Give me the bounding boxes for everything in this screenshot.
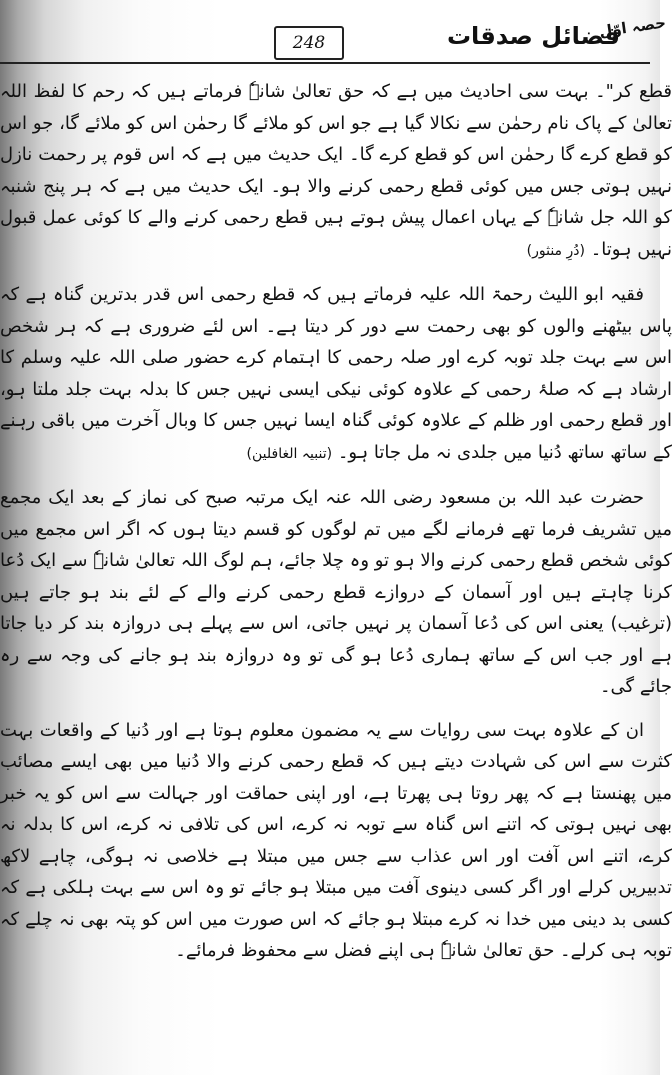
paragraph-text: قطع کر"۔ بہت سی احادیث میں ہے کہ حق تعالیٰ شانہٗ فرماتے ہیں کہ رحم کا لفظ اللہ تعالیٰ کے پاک نام رحمٰن سے نکالا گیا ہے جو اس کو ملائے گا رحمٰن اس کو ملائے گا، جو اس کو قطع کرے گا رحمٰن اس کو قطع کرے گا۔ ایک حدیث میں ہے کہ اس قوم پر رحمت نازل نہیں ہوتی جس میں کوئی قطع رحمی کرنے والا ہو۔ ایک حدیث میں ہے کہ ہر پنج شنبہ کو اللہ جل شانہٗ کے یہاں اعمال پیش ہوتے ہیں قطع رحمی کرنے والے کا کوئی عمل قبول نہیں ہوتا۔ bbox=[0, 81, 672, 260]
paragraph-4 bbox=[0, 715, 672, 967]
page-number: 248 bbox=[274, 26, 344, 60]
book-title: فضائل صدقات bbox=[446, 22, 620, 50]
text-body bbox=[0, 76, 672, 979]
paragraph-text: حضرت عبد اللہ بن مسعود رضی اللہ عنہ ایک مرتبہ صبح کی نماز کے بعد ایک مجمع میں تشریف فرما تھے فرمانے لگے میں تم لوگوں کو قسم دیتا ہوں کہ اگر اس مجمع میں کوئی شخص قطع رحمی کرنے والا ہو تو وہ چلا جائے، ہم لوگ اللہ تعالیٰ شانہٗ سے ایک دُعا کرنا چاہتے ہیں اور آسمان کے دروازے قطع رحمی کرنے والے کے لئے بند ہو جاتے ہیں (ترغیب) یعنی اس کی دُعا آسمان پر نہیں جاتی، اس سے پہلے ہی دروازہ بند کر دیا جاتا ہے اور جب اس کے ساتھ ہماری دُعا ہو گی تو وہ دروازہ بند ہو جانے کی وجہ سے رہ جائے گی۔ bbox=[0, 487, 672, 697]
citation: (تنبیہ الغافلین) bbox=[246, 445, 333, 462]
paragraph-1 bbox=[0, 76, 672, 267]
paragraph-text: فقیہ ابو اللیث رحمۃ اللہ علیہ فرماتے ہیں کہ قطع رحمی اس قدر بدترین گناہ ہے کہ پاس بیٹھنے والوں کو بھی رحمت سے دور کر دیتا ہے۔ اس لئے ضروری ہے کہ ہر شخص اس سے بہت جلد توبہ کرے اور صلہ رحمی کا اہتمام کرے حضور صلی اللہ علیہ وسلم کا ارشاد ہے کہ صلۂ رحمی کے علاوہ کوئی نیکی ایسی نہیں جس کا بدلہ بہت جلد ملتا ہو، اور قطع رحمی اور ظلم کے علاوہ کوئی گناہ ایسا نہیں جس کا وبال آخرت میں باقی رہنے کے ساتھ ساتھ دُنیا میں جلدی نہ مل جاتا ہو۔ bbox=[0, 284, 672, 463]
paragraph-text: ان کے علاوہ بہت سی روایات سے یہ مضمون معلوم ہوتا ہے اور دُنیا کے واقعات بہت کثرت سے اس کی شہادت دیتے ہیں کہ قطع رحمی کرنے والا دُنیا میں بھی ایسے مصائب میں پھنستا ہے کہ پھر روتا ہی پھرتا ہے، اور اپنی حماقت اور جہالت سے اس کو یہ خبر بھی نہیں ہوتی کہ اتنے اس گناہ سے توبہ نہ کرے، اس کی تلافی نہ کرے، اس کا بدلہ نہ کرے، اتنے اس آفت اور اس عذاب سے جس میں مبتلا ہے خلاصی نہ ہوگی، چاہے لاکھ تدبیریں کرلے اور اگر کسی دینوی آفت میں مبتلا ہو جائے تو وہ اس سے بہت ہلکی ہے کہ کسی بد دینی میں خدا نہ کرے مبتلا ہو جائے کہ اس صورت میں اس کو پتہ بھی نہ چلے کہ توبہ ہی کرلے۔ حق تعالیٰ شانہٗ ہی اپنے فضل سے محفوظ فرمائے۔ bbox=[0, 719, 672, 961]
paragraph-2 bbox=[0, 279, 672, 470]
header-rule bbox=[0, 62, 650, 64]
citation: (دُرِ منثور) bbox=[526, 242, 585, 259]
page-header bbox=[0, 0, 667, 70]
paragraph-3 bbox=[0, 482, 672, 703]
part-label: حصہ اوّل bbox=[597, 13, 667, 41]
